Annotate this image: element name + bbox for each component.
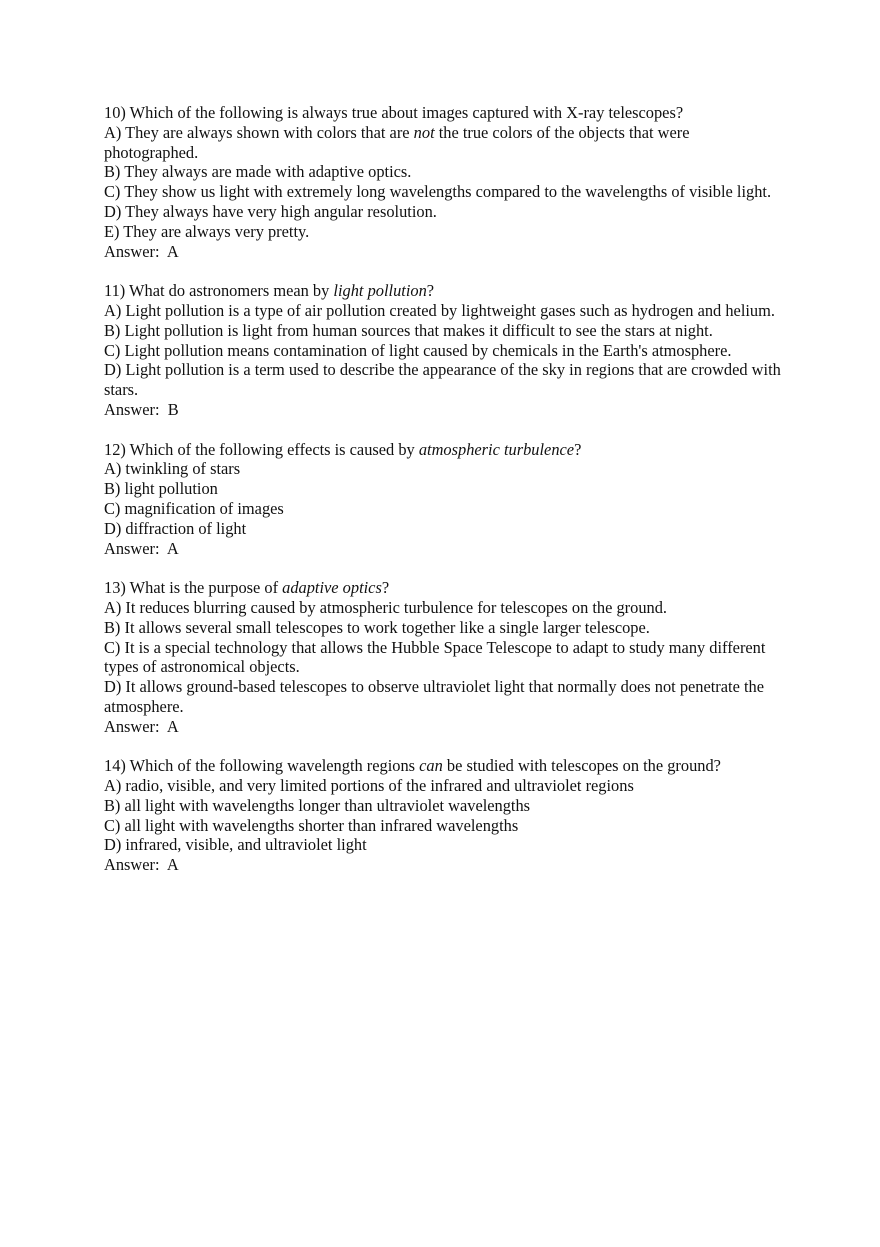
option-e: E) They are always very pretty. <box>104 221 310 241</box>
answer-value: A <box>166 538 179 558</box>
option-b: B) It allows several small telescopes to work together like a single larger telescope. <box>104 617 650 637</box>
option-c: C) all light with wavelengths shorter than infrared wavelengths <box>104 815 519 835</box>
answer-line: Answer: A <box>104 241 179 261</box>
option-c: C) magnification of images <box>104 498 284 518</box>
option-d: D) They always have very high angular resolution. <box>104 201 437 221</box>
option-a: A) Light pollution is a type of air pollution created by lightweight gases such as hydrogen and helium. <box>104 300 775 320</box>
question-stem: 10) Which of the following is always true about images captured with X-ray telescopes? <box>104 103 684 122</box>
option-d: D) infrared, visible, and ultraviolet light <box>104 835 367 855</box>
answer-line: Answer: A <box>104 538 179 558</box>
question-stem: 13) What is the purpose of adaptive optics? <box>104 578 390 598</box>
question-stem: 11) What do astronomers mean by light pollution? <box>104 281 435 301</box>
document-page <box>104 103 784 895</box>
option-a: A) They are always shown with colors that are not the true colors of the objects that were photographed. <box>104 122 690 162</box>
option-a: A) It reduces blurring caused by atmospheric turbulence for telescopes on the ground. <box>104 597 668 617</box>
question-12 <box>104 440 784 559</box>
answer-line: Answer: B <box>104 399 179 419</box>
question-11 <box>104 281 784 420</box>
option-a: A) radio, visible, and very limited portions of the infrared and ultraviolet regions <box>104 776 634 796</box>
option-c: C) They show us light with extremely long wavelengths compared to the wavelengths of visible light. <box>104 182 772 202</box>
option-d: D) diffraction of light <box>104 518 247 538</box>
option-b: B) Light pollution is light from human sources that makes it difficult to see the stars at night. <box>104 320 713 340</box>
answer-value: A <box>166 855 179 875</box>
question-14 <box>104 756 784 875</box>
answer-value: B <box>167 399 179 419</box>
question-13 <box>104 578 784 736</box>
question-stem: 12) Which of the following effects is caused by atmospheric turbulence? <box>104 439 582 459</box>
option-b: B) They always are made with adaptive optics. <box>104 162 412 182</box>
answer-line: Answer: A <box>104 716 179 736</box>
option-d: D) It allows ground-based telescopes to observe ultraviolet light that normally does not penetrate the atmosphere. <box>104 677 764 716</box>
question-stem: 14) Which of the following wavelength regions can be studied with telescopes on the ground? <box>104 756 721 776</box>
answer-value: A <box>166 716 179 736</box>
option-c: C) Light pollution means contamination of light caused by chemicals in the Earth's atmosphere. <box>104 340 732 360</box>
option-d: D) Light pollution is a term used to describe the appearance of the sky in regions that are crowded with stars. <box>104 360 781 400</box>
option-c: C) It is a special technology that allows the Hubble Space Telescope to adapt to study many different types of astronomical objects. <box>104 637 766 677</box>
answer-line: Answer: A <box>104 855 179 875</box>
option-b: B) light pollution <box>104 479 218 499</box>
option-b: B) all light with wavelengths longer than ultraviolet wavelengths <box>104 795 531 815</box>
option-a: A) twinkling of stars <box>104 459 241 479</box>
question-10 <box>104 103 784 261</box>
answer-value: A <box>166 241 179 261</box>
